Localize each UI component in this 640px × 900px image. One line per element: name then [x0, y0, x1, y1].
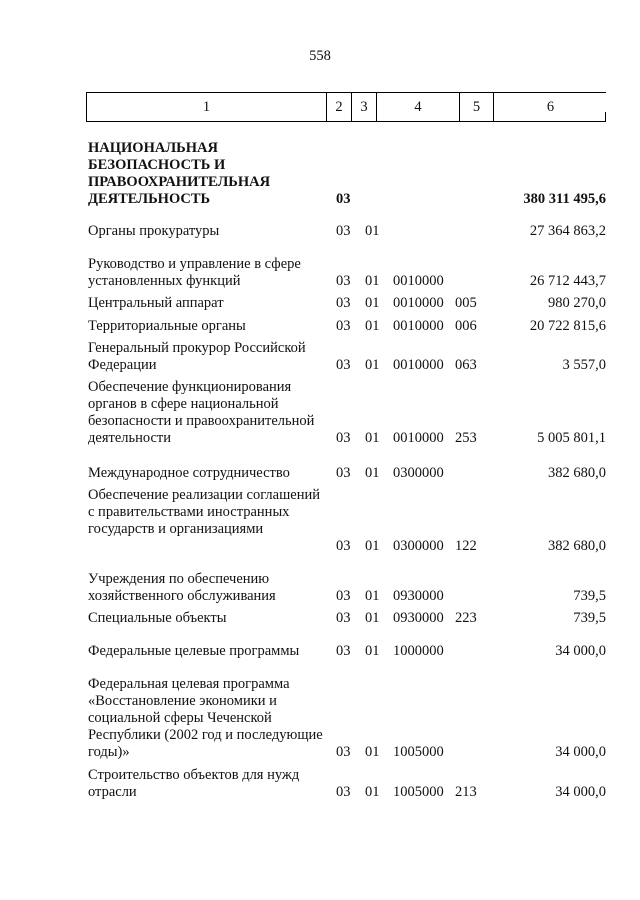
- header-col-6: 6: [546, 99, 555, 115]
- row-subsection-code: 01: [365, 588, 380, 604]
- row-section-code: 03: [336, 273, 351, 289]
- row-name: Специальные объекты: [88, 610, 227, 626]
- row-target-code: 1005000: [393, 784, 444, 800]
- row-name: Международное сотрудничество: [88, 465, 290, 481]
- row-section-code: 03: [336, 610, 351, 626]
- row-target-code: 0930000: [393, 588, 444, 604]
- row-subsection-code: 01: [365, 318, 380, 334]
- row-name: Обеспечение реализации соглашений с правительствами иностранных государств и организациями: [88, 487, 320, 537]
- page-number: 558: [309, 48, 331, 64]
- row-expense-code: 006: [455, 318, 477, 334]
- row-amount: 382 680,0: [548, 465, 606, 481]
- header-col-1: 1: [87, 93, 327, 121]
- table-row: [0, 340, 640, 374]
- table-row: [0, 571, 640, 605]
- header-col-5: 5: [460, 93, 494, 121]
- row-section-code: 03: [336, 465, 351, 481]
- row-name: НАЦИОНАЛЬНАЯ БЕЗОПАСНОСТЬ И ПРАВООХРАНИТЕЛЬНАЯ ДЕЯТЕЛЬНОСТЬ: [88, 140, 271, 207]
- row-name: Центральный аппарат: [88, 295, 224, 311]
- row-section-code: 03: [336, 744, 351, 760]
- table-row: [0, 643, 640, 660]
- header-col-2: 2: [327, 93, 352, 121]
- row-amount: 20 722 815,6: [529, 318, 606, 334]
- row-target-code: 1000000: [393, 643, 444, 659]
- row-section-code: 03: [336, 223, 351, 239]
- row-expense-code: 213: [455, 784, 477, 800]
- row-name: Учреждения по обеспечению хозяйственного обслуживания: [88, 571, 276, 604]
- table-row: [0, 487, 640, 555]
- row-section-code: 03: [336, 784, 351, 800]
- row-target-code: 0300000: [393, 465, 444, 481]
- row-amount: 739,5: [573, 610, 606, 626]
- table-row: [0, 676, 640, 761]
- row-target-code: 0010000: [393, 357, 444, 373]
- row-expense-code: 253: [455, 430, 477, 446]
- row-section-code: 03: [336, 191, 351, 207]
- row-section-code: 03: [336, 538, 351, 554]
- row-amount: 380 311 495,6: [523, 191, 606, 207]
- row-subsection-code: 01: [365, 430, 380, 446]
- row-section-code: 03: [336, 430, 351, 446]
- row-section-code: 03: [336, 295, 351, 311]
- table-header: [86, 92, 606, 122]
- row-name: Территориальные органы: [88, 318, 246, 334]
- row-amount: 34 000,0: [555, 784, 606, 800]
- row-target-code: 0010000: [393, 430, 444, 446]
- table-row: [0, 465, 640, 482]
- row-amount: 27 364 863,2: [529, 223, 606, 239]
- row-name: Обеспечение функционирования органов в сфере национальной безопасности и правоохранительной деятельности: [88, 379, 315, 446]
- row-amount: 382 680,0: [548, 538, 606, 554]
- row-target-code: 0010000: [393, 273, 444, 289]
- row-subsection-code: 01: [365, 538, 380, 554]
- row-target-code: 0930000: [393, 610, 444, 626]
- table-row: [0, 318, 640, 335]
- row-expense-code: 063: [455, 357, 477, 373]
- row-section-code: 03: [336, 588, 351, 604]
- header-col-4: 4: [377, 93, 460, 121]
- table-row: [0, 223, 640, 240]
- table-row: [0, 610, 640, 627]
- row-amount: 3 557,0: [562, 357, 606, 373]
- table-row: [0, 767, 640, 801]
- header-tick: [605, 112, 606, 122]
- row-subsection-code: 01: [365, 223, 380, 239]
- row-subsection-code: 01: [365, 643, 380, 659]
- row-amount: 980 270,0: [548, 295, 606, 311]
- row-target-code: 1005000: [393, 744, 444, 760]
- row-amount: 34 000,0: [555, 643, 606, 659]
- row-expense-code: 005: [455, 295, 477, 311]
- row-target-code: 0010000: [393, 295, 444, 311]
- row-subsection-code: 01: [365, 784, 380, 800]
- row-target-code: 0010000: [393, 318, 444, 334]
- row-name: Строительство объектов для нужд отрасли: [88, 767, 300, 800]
- table-row-section: [0, 140, 640, 208]
- row-subsection-code: 01: [365, 610, 380, 626]
- header-col-3: 3: [352, 93, 377, 121]
- row-expense-code: 122: [455, 538, 477, 554]
- row-amount: 26 712 443,7: [529, 273, 606, 289]
- row-name: Руководство и управление в сфере установленных функций: [88, 256, 301, 289]
- row-section-code: 03: [336, 318, 351, 334]
- row-amount: 5 005 801,1: [537, 430, 606, 446]
- table-row: [0, 295, 640, 312]
- row-subsection-code: 01: [365, 465, 380, 481]
- row-section-code: 03: [336, 357, 351, 373]
- row-amount: 34 000,0: [555, 744, 606, 760]
- row-name: Федеральные целевые программы: [88, 643, 300, 659]
- row-subsection-code: 01: [365, 744, 380, 760]
- row-section-code: 03: [336, 643, 351, 659]
- row-amount: 739,5: [573, 588, 606, 604]
- row-expense-code: 223: [455, 610, 477, 626]
- row-name: Органы прокуратуры: [88, 223, 220, 239]
- row-subsection-code: 01: [365, 357, 380, 373]
- row-subsection-code: 01: [365, 295, 380, 311]
- row-name: Генеральный прокурор Российской Федерации: [88, 340, 306, 373]
- row-name: Федеральная целевая программа «Восстановление экономики и социальной сферы Чеченской Республики (2002 год и последующие годы)»: [88, 676, 323, 760]
- row-subsection-code: 01: [365, 273, 380, 289]
- table-row: [0, 256, 640, 290]
- table-row: [0, 379, 640, 447]
- row-target-code: 0300000: [393, 538, 444, 554]
